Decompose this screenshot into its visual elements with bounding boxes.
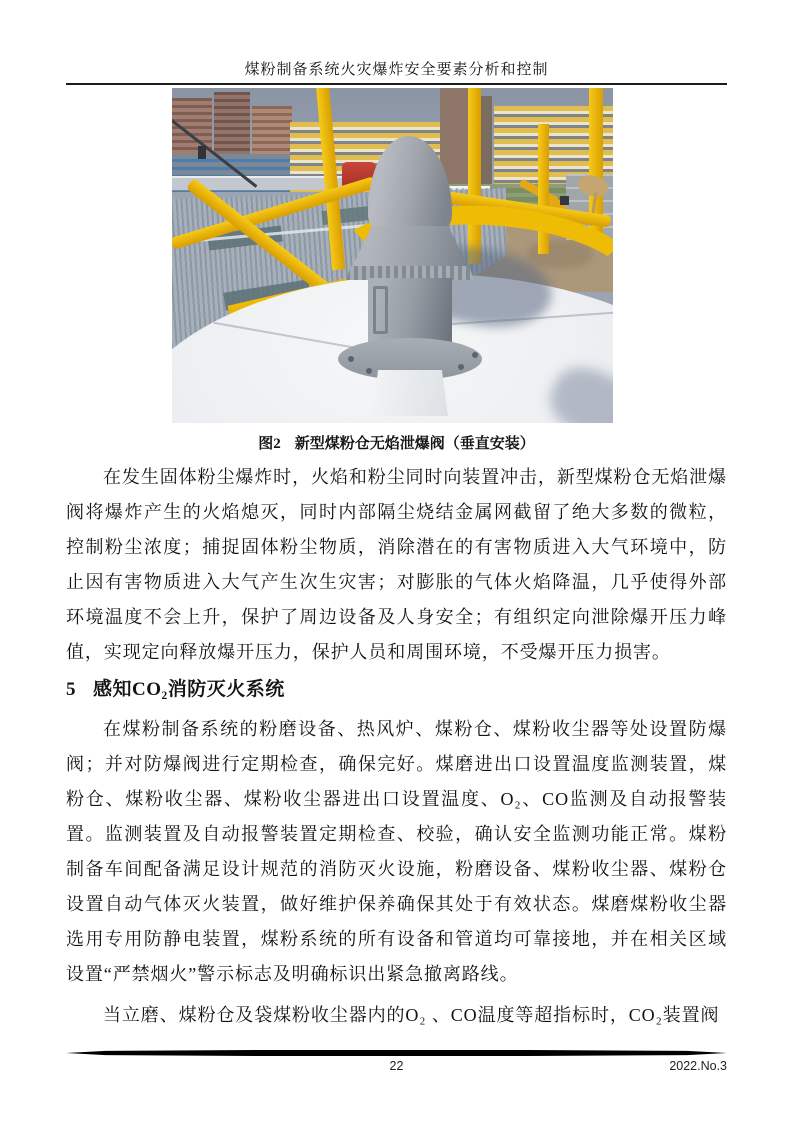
figure-photo bbox=[172, 88, 613, 423]
photo-vent-valve-base-collar bbox=[372, 370, 448, 416]
photo-vent-valve-handle bbox=[373, 286, 388, 334]
photo-flange-bolt bbox=[458, 364, 464, 370]
photo-flange-bolt bbox=[348, 356, 354, 362]
running-head-title: 煤粉制备系统火灾爆炸安全要素分析和控制 bbox=[244, 62, 549, 78]
figure-caption-text: 新型煤粉仓无焰泄爆阀（垂直安装） bbox=[294, 436, 535, 452]
photo-flange-bolt bbox=[366, 368, 372, 374]
footer-page-number: 22 bbox=[389, 1059, 404, 1073]
paragraph-3: 当立磨、煤粉仓及袋煤粉收尘器内的O₂ 、CO温度等超指标时，CO₂装置阀 bbox=[103, 1005, 720, 1025]
figure-caption bbox=[66, 432, 727, 453]
footer-rule bbox=[66, 1050, 727, 1056]
section-title: 感知CO₂消防灭火系统 bbox=[93, 679, 285, 700]
photo-excavator-cab bbox=[560, 196, 569, 205]
figure-caption-label: 图2 bbox=[258, 436, 281, 452]
section-heading bbox=[66, 674, 285, 701]
paragraph-1: 在发生固体粉尘爆炸时，火焰和粉尘同时向装置冲击，新型煤粉仓无焰泄爆阀将爆炸产生的火焰熄灭，同时内部隔尘烧结金属网截留了绝大多数的微粒，控制粉尘浓度；捕捉固体粉尘物质，消除潜在的有害物质进入大气环境中，防止因有害物质进入大气产生次生灾害；对膨胀的气体火焰降温，几乎使得外部环境温度不会上升，保护了周边设备及人身安全；有组织定向泄除爆开压力峰值，实现定向释放爆开压力，保护人员和周围环境，不受爆开压力损害。 bbox=[66, 467, 727, 662]
photo-flange-bolt bbox=[472, 352, 478, 358]
header-rule bbox=[66, 83, 727, 85]
photo-crane-pulley bbox=[198, 146, 206, 159]
section-number: 5 bbox=[66, 679, 76, 700]
paragraph-2: 在煤粉制备系统的粉磨设备、热风炉、煤粉仓、煤粉收尘器等处设置防爆阀；并对防爆阀进行定期检查，确保完好。煤磨进出口设置温度监测装置，煤粉仓、煤粉收尘器、煤粉收尘器进出口设置温度、O₂、CO监测及自动报警装置。监测装置及自动报警装置定期检查、校验，确认安全监测功能正常。煤粉制备车间配备满足设计规范的消防灭火设施，粉磨设备、煤粉收尘器、煤粉仓设置自动气体灭火装置，做好维护保养确保其处于有效状态。煤磨煤粉收尘器选用专用防静电装置，煤粉系统的所有设备和管道均可靠接地，并在相关区域设置“严禁烟火”警示标志及明确标识出紧急撤离路线。 bbox=[66, 719, 727, 984]
footer-issue-label: 2022.No.3 bbox=[669, 1059, 727, 1073]
